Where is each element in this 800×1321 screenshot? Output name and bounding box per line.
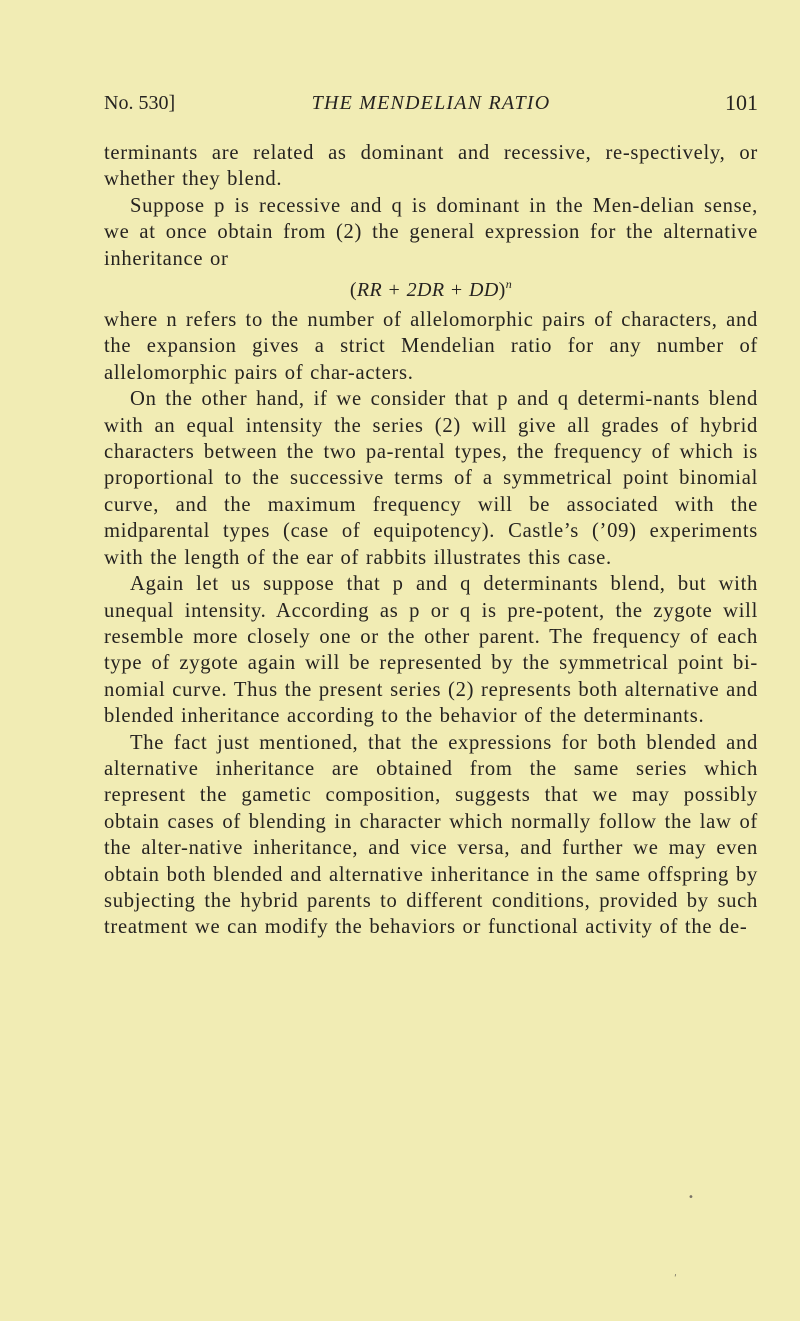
paragraph-3: where n refers to the number of allelomorphic pairs of characters, and the expansion gives a strict Mendelian ratio for any number of allelomorphic pairs of char-acters. <box>104 309 758 384</box>
body-text <box>104 140 758 941</box>
issue-number: No. 530] <box>104 92 176 114</box>
formula-plus-2: + <box>444 279 469 302</box>
running-header <box>104 88 758 118</box>
page-number: 101 <box>725 90 758 115</box>
paper-mark: ʹ <box>674 1274 677 1285</box>
paragraph-6: The fact just mentioned, that the expressions for both blended and alternative inheritance are obtained from the same series which represent the gametic composition, suggests that we may possibly obtain cases of blending in character which normally follow the law of the alter-native inheritance, and vice versa, and further we may even obtain both blended and alternative inheritance in the same offspring by subjecting the hybrid parents to different conditions, provided by such treatment we can modify the behaviors or functional activity of the de- <box>104 731 758 939</box>
paper-speck: • <box>688 1192 694 1203</box>
paragraph-1: terminants are related as dominant and recessive, re-spectively, or whether they blend. <box>104 142 758 191</box>
paragraph-5: Again let us suppose that p and q determinants blend, but with unequal intensity. According as p or q is pre-potent, the zygote will resemble more closely one or the other parent. The frequency of each type of zygote again will be represented by the symmetrical point bi-nomial curve. Thus the present series (2) represents both alternative and blended inheritance according to the behavior of the determinants. <box>104 573 758 728</box>
formula-term-rr: RR <box>356 279 383 302</box>
paragraph-2: Suppose p is recessive and q is dominant in the Men-delian sense, we at once obtain from (2) the general expression for the alternative inheritance or <box>104 194 758 270</box>
formula-term-dd: DD <box>468 279 499 302</box>
formula-plus-1: + <box>382 279 407 302</box>
paragraph-4: On the other hand, if we consider that p and q determi-nants blend with an equal intensity the series (2) will give all grades of hybrid characters between the two pa-rental types, the frequency of which is proportional to the successive terms of a symmetrical point binomial curve, and the maximum frequency will be associated with the midparental types (case of equipotency). Castle’s (’09) experiments with the length of the ear of rabbits illustrates this case. <box>104 388 758 569</box>
formula-term-2dr: 2DR <box>406 279 445 302</box>
formula-open-paren: ( <box>349 279 357 302</box>
formula-close-paren: ) <box>498 279 506 302</box>
formula <box>104 276 758 304</box>
running-title: THE MENDELIAN RATIO <box>311 92 551 114</box>
formula-exponent: n <box>505 277 513 292</box>
